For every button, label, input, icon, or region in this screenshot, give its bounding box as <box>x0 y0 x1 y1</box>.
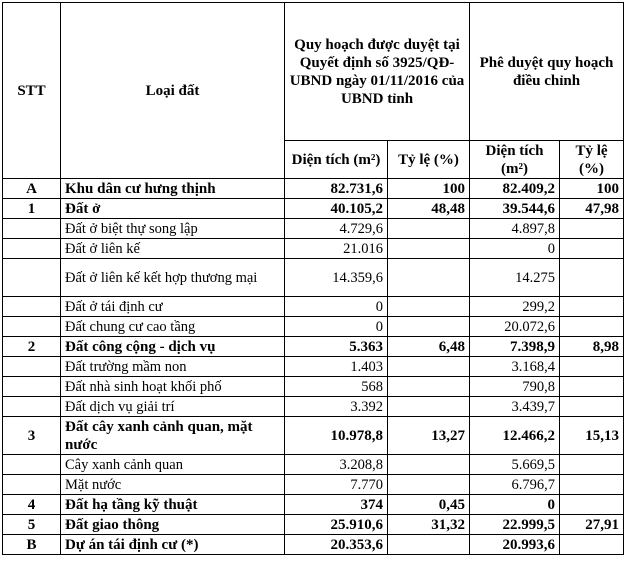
row-land-type: Đất công cộng - dịch vụ <box>61 337 285 357</box>
row-ratio-approved <box>388 219 470 239</box>
row-ratio-approved <box>388 377 470 397</box>
row-area-adjusted: 5.669,5 <box>470 455 560 475</box>
table-row <box>3 397 624 417</box>
stt-header: STT <box>3 3 61 179</box>
area-header-1: Diện tích (m²) <box>285 141 388 179</box>
row-area-approved: 82.731,6 <box>285 179 388 199</box>
table-row <box>3 535 624 555</box>
row-area-adjusted: 22.999,5 <box>470 515 560 535</box>
row-area-approved: 0 <box>285 317 388 337</box>
row-area-approved: 5.363 <box>285 337 388 357</box>
row-stt <box>3 357 61 377</box>
row-ratio-approved <box>388 297 470 317</box>
row-land-type: Đất cây xanh cảnh quan, mặt nước <box>61 417 285 455</box>
row-ratio-adjusted: 100 <box>560 179 624 199</box>
adjusted-plan-header: Phê duyệt quy hoạch điều chỉnh <box>470 3 624 141</box>
land-use-table <box>2 2 624 555</box>
row-land-type: Đất ở <box>61 199 285 219</box>
area-header-2: Diện tích (m²) <box>470 141 560 179</box>
row-land-type: Khu dân cư hưng thịnh <box>61 179 285 199</box>
table-row <box>3 475 624 495</box>
row-land-type: Dự án tái định cư (*) <box>61 535 285 555</box>
row-stt: 4 <box>3 495 61 515</box>
row-area-approved: 21.016 <box>285 239 388 259</box>
table-row <box>3 317 624 337</box>
row-stt <box>3 377 61 397</box>
row-area-adjusted: 20.993,6 <box>470 535 560 555</box>
row-ratio-adjusted <box>560 259 624 297</box>
row-land-type: Đất ở liên kế kết hợp thương mại <box>61 259 285 297</box>
row-ratio-adjusted <box>560 535 624 555</box>
row-ratio-adjusted: 27,91 <box>560 515 624 535</box>
row-stt: 3 <box>3 417 61 455</box>
row-ratio-approved <box>388 535 470 555</box>
row-ratio-approved <box>388 259 470 297</box>
approved-plan-header: Quy hoạch được duyệt tại Quyết định số 3925/QĐ-UBND ngày 01/11/2016 của UBND tỉnh <box>285 3 470 141</box>
table-row <box>3 515 624 535</box>
row-area-adjusted: 3.439,7 <box>470 397 560 417</box>
row-stt: B <box>3 535 61 555</box>
row-stt <box>3 455 61 475</box>
row-ratio-adjusted <box>560 475 624 495</box>
table-row <box>3 377 624 397</box>
row-land-type: Đất ở tái định cư <box>61 297 285 317</box>
row-ratio-adjusted: 8,98 <box>560 337 624 357</box>
row-ratio-adjusted: 15,13 <box>560 417 624 455</box>
row-area-approved: 4.729,6 <box>285 219 388 239</box>
row-area-adjusted: 299,2 <box>470 297 560 317</box>
table-row <box>3 297 624 317</box>
row-area-approved: 20.353,6 <box>285 535 388 555</box>
row-ratio-adjusted <box>560 377 624 397</box>
row-stt <box>3 317 61 337</box>
row-area-adjusted: 7.398,9 <box>470 337 560 357</box>
row-area-approved: 1.403 <box>285 357 388 377</box>
row-area-approved: 10.978,8 <box>285 417 388 455</box>
row-ratio-adjusted <box>560 297 624 317</box>
row-land-type: Đất nhà sinh hoạt khối phố <box>61 377 285 397</box>
row-stt <box>3 397 61 417</box>
row-area-adjusted: 790,8 <box>470 377 560 397</box>
row-stt: 2 <box>3 337 61 357</box>
row-area-approved: 7.770 <box>285 475 388 495</box>
row-land-type: Đất giao thông <box>61 515 285 535</box>
row-ratio-adjusted: 47,98 <box>560 199 624 219</box>
row-stt <box>3 239 61 259</box>
row-ratio-adjusted <box>560 495 624 515</box>
row-ratio-adjusted <box>560 317 624 337</box>
row-stt <box>3 297 61 317</box>
row-land-type: Đất hạ tầng kỹ thuật <box>61 495 285 515</box>
table-row <box>3 455 624 475</box>
row-land-type: Đất ở liên kế <box>61 239 285 259</box>
row-ratio-adjusted <box>560 455 624 475</box>
row-area-approved: 0 <box>285 297 388 317</box>
row-ratio-adjusted <box>560 219 624 239</box>
row-land-type: Đất chung cư cao tầng <box>61 317 285 337</box>
row-ratio-approved: 13,27 <box>388 417 470 455</box>
row-area-adjusted: 0 <box>470 239 560 259</box>
row-land-type: Cây xanh cảnh quan <box>61 455 285 475</box>
row-area-adjusted: 82.409,2 <box>470 179 560 199</box>
row-area-approved: 3.392 <box>285 397 388 417</box>
table-row <box>3 239 624 259</box>
ratio-header-2: Tỷ lệ (%) <box>560 141 624 179</box>
row-area-approved: 14.359,6 <box>285 259 388 297</box>
row-area-adjusted: 39.544,6 <box>470 199 560 219</box>
table-row <box>3 417 624 455</box>
row-area-adjusted: 12.466,2 <box>470 417 560 455</box>
row-land-type: Mặt nước <box>61 475 285 495</box>
row-stt: A <box>3 179 61 199</box>
row-ratio-approved <box>388 475 470 495</box>
row-land-type: Đất trường mầm non <box>61 357 285 377</box>
table-row <box>3 179 624 199</box>
row-ratio-approved <box>388 317 470 337</box>
row-area-adjusted: 14.275 <box>470 259 560 297</box>
row-area-approved: 568 <box>285 377 388 397</box>
row-stt <box>3 259 61 297</box>
row-stt <box>3 475 61 495</box>
row-ratio-adjusted <box>560 239 624 259</box>
row-area-approved: 25.910,6 <box>285 515 388 535</box>
row-ratio-approved: 48,48 <box>388 199 470 219</box>
row-ratio-adjusted <box>560 357 624 377</box>
table-row <box>3 259 624 297</box>
row-ratio-approved <box>388 455 470 475</box>
table-body <box>3 179 624 555</box>
row-ratio-adjusted <box>560 397 624 417</box>
row-ratio-approved: 0,45 <box>388 495 470 515</box>
row-ratio-approved <box>388 357 470 377</box>
row-area-approved: 3.208,8 <box>285 455 388 475</box>
row-stt <box>3 219 61 239</box>
table-row <box>3 357 624 377</box>
row-area-adjusted: 4.897,8 <box>470 219 560 239</box>
row-ratio-approved: 6,48 <box>388 337 470 357</box>
row-area-adjusted: 6.796,7 <box>470 475 560 495</box>
row-ratio-approved <box>388 397 470 417</box>
ratio-header-1: Tỷ lệ (%) <box>388 141 470 179</box>
row-area-adjusted: 20.072,6 <box>470 317 560 337</box>
row-area-approved: 374 <box>285 495 388 515</box>
row-area-adjusted: 3.168,4 <box>470 357 560 377</box>
row-ratio-approved <box>388 239 470 259</box>
table-row <box>3 199 624 219</box>
table-row <box>3 495 624 515</box>
row-land-type: Đất ở biệt thự song lập <box>61 219 285 239</box>
row-ratio-approved: 100 <box>388 179 470 199</box>
row-stt: 5 <box>3 515 61 535</box>
row-land-type: Đất dịch vụ giải trí <box>61 397 285 417</box>
row-area-approved: 40.105,2 <box>285 199 388 219</box>
row-ratio-approved: 31,32 <box>388 515 470 535</box>
row-area-adjusted: 0 <box>470 495 560 515</box>
table-row <box>3 337 624 357</box>
loai-dat-header: Loại đất <box>61 3 285 179</box>
row-stt: 1 <box>3 199 61 219</box>
table-row <box>3 219 624 239</box>
